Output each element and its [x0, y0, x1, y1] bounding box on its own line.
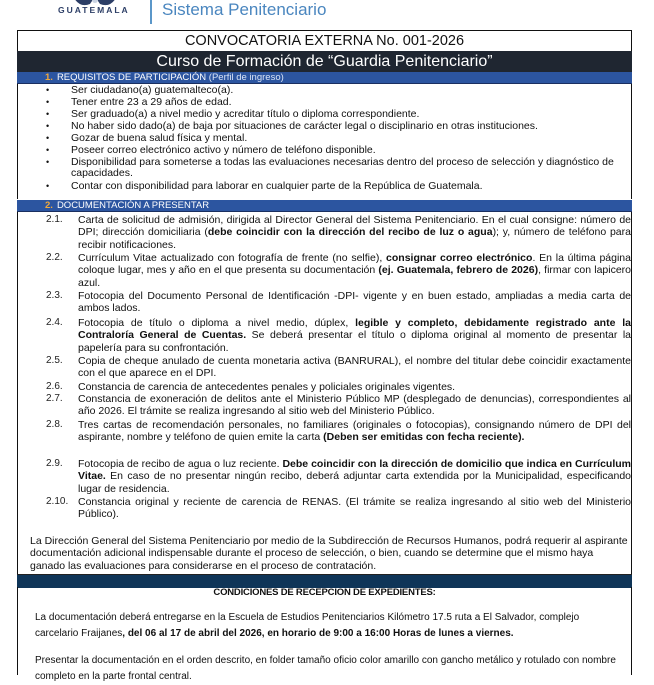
section-2-number: 2. — [45, 200, 53, 211]
reception-conditions — [17, 587, 632, 682]
header-logo-area — [0, 0, 654, 28]
additional-documentation-note: La Dirección General del Sistema Penitenciario por medio de la Subdirección de Recursos Humanos, podrá requerir al aspirante documentación adicional indispensable durante el proceso de selección, o bien, cuando se determine que el mismo haya ganado las evaluaciones para considerarse en el proceso de contratación. — [17, 534, 632, 574]
bullet-icon: • — [46, 181, 50, 191]
section-2-title: DOCUMENTACIÓN A PRESENTAR — [56, 200, 210, 211]
bullet-icon: • — [46, 145, 50, 155]
section-1-subtitle: (Perfil de ingreso) — [208, 72, 284, 83]
bullet-icon: • — [46, 133, 50, 143]
section-1-title: REQUISITOS DE PARTICIPACIÓN — [56, 72, 207, 83]
section-1-number: 1. — [45, 72, 53, 83]
requirements-list: • Ser ciudadano(a) guatemalteco(a). • Tener entre 23 a 29 años de edad. • Ser graduado(a) a nivel medio y acreditar título o diploma correspondiente. • No haber sido dado(a) de baja por situaciones de carácter legal o disciplinario en otras instituciones. • Gozar de buena salud física y mental. • Poseer correo electrónico activo y número de teléfono disponible. • Disponibilidad para someterse a todas las evaluaciones necesarias dentro del proceso de selección y diagnóstico de capacidades. • Contar con disponibilidad para laborar en cualquier parte de la República de Guatemala. — [17, 84, 632, 199]
seal-text: GUATEMALA — [58, 5, 130, 15]
bullet-icon: • — [46, 85, 50, 95]
page-title: CONVOCATORIA EXTERNA No. 001-2026 — [17, 30, 632, 52]
bullet-icon: • — [46, 109, 50, 119]
bullet-icon: • — [46, 121, 50, 131]
section-divider — [17, 574, 632, 588]
section-2-header — [17, 200, 632, 212]
conditions-paragraph-2: Presentar la documentación en el orden descrito, en folder tamaño oficio color amarillo con gancho metálico y rotulado con nombre completo en la parte frontal central. — [35, 655, 616, 682]
conditions-heading: CONDICIONES DE RECEPCION DE EXPEDIENTES: — [213, 587, 436, 598]
bullet-icon: • — [46, 97, 50, 107]
section-1-header — [17, 72, 632, 84]
documents-list: 2.1. Carta de solicitud de admisión, dirigida al Director General del Sistema Penitenciario. En el cual consigne: número de DPI; dirección domiciliaria (debe coincidir con la dirección del recibo de luz o agua); y, número de teléfono para recibir notificaciones. 2.2. Currículum Vitae actualizado con fotografía de frente (no selfie), consignar correo electrónico. En la última página coloque lugar, mes y año en el que presenta su documentación (ej. Guatemala, febrero de 2026), firmar con lapicero azul. 2.3. Fotocopia del Documento Personal de Identificación -DPI- vigente y en buen estado, ampliadas a media carta de ambos lados. 2.4. Fotocopia de título o diploma a nivel medio, dúplex, legible y completo, debidamente registrado ante la Contraloría General de Cuentas. Se deberá presentar el título o diploma original al momento de presentar la papelería para su confrontación. 2.5. Copia de cheque anulado de cuenta monetaria activa (BANRURAL), el nombre del titular debe coincidir exactamente con el que aparece en el DPI. 2.6. Constancia de carencia de antecedentes penales y policiales originales vigentes. 2.7. Constancia de exoneración de delitos ante el Ministerio Público MP (desplegado de denuncias), correspondientes al año 2026. El trámite se realiza ingresando al sitio web del Ministerio Público. 2.8. Tres cartas de recomendación personales, no familiares (originales o fotocopias), consignando número de DPI del aspirante, nombre y teléfono de quien emite la carta (Deben ser emitidas con fecha reciente). 2.9. Fotocopia de recibo de agua o luz reciente. Debe coincidir con la dirección de domicilio que indica en Currículum Vitae. En caso de no presentar ningún recibo, deberá adjuntar carta extendida por la Municipalidad, especificando lugar de residencia. 2.10. Constancia original y reciente de carencia de RENAS. (El trámite se realiza ingresando al sitio web del Ministerio Público). — [17, 212, 632, 534]
institution-name: Sistema Penitenciario — [162, 0, 327, 19]
page-subtitle: Curso de Formación de “Guardia Penitenciario” — [17, 51, 632, 72]
logo-divider — [150, 0, 152, 24]
bullet-icon: • — [46, 157, 50, 167]
conditions-paragraph-1: La documentación deberá entregarse en la Escuela de Estudios Penitenciarios Kilómetro 17.5 ruta a El Salvador, complejo carcelario Fraijanes, del 06 al 17 de abril del 2026, en horario de 9:00 a 16:00 Horas de lunes a viernes. — [35, 612, 580, 639]
